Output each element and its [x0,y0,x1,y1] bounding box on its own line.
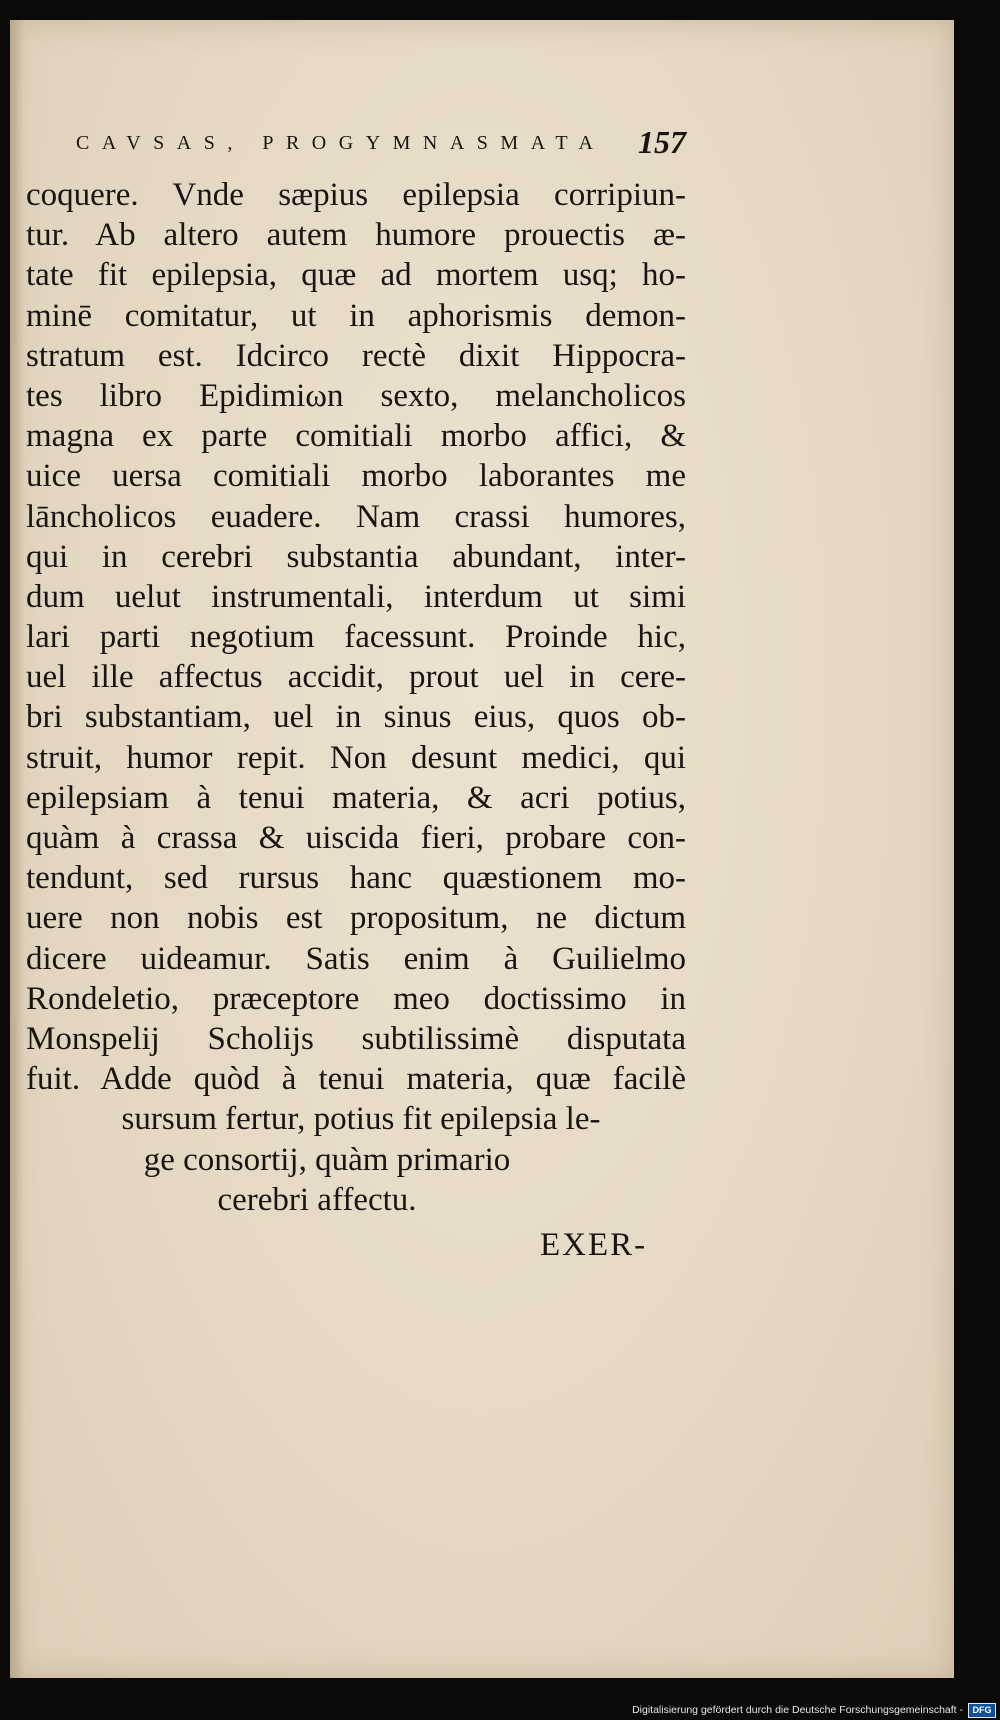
text-line: Monspelij Scholijs subtilissimè disputata [26,1020,686,1057]
text-line: coquere. Vnde sæpius epilepsia corripiun- [26,177,686,213]
text-line: bri substantiam, uel in sinus eius, quos ob- [26,699,686,736]
text-line: tur. Ab altero autem humore prouectis æ- [26,217,686,254]
catchword: EXER- [540,1227,648,1263]
page-header [64,124,688,168]
text-line: cerebri affectu. [217,1181,417,1218]
text-line: magna ex parte comitiali morbo affici, & [26,418,686,455]
body-text [26,175,686,1220]
page-number: 157 [638,124,686,160]
text-line: epilepsiam à tenui materia, & acri potius, [26,779,686,816]
text-line: qui in cerebri substantia abundant, inter- [26,538,686,575]
text-line: lāncholicos euadere. Nam crassi humores, [26,498,686,535]
text-line: lari parti negotium facessunt. Proinde hic, [26,619,686,656]
dfg-logo: DFG [968,1703,996,1718]
text-line: minē comitatur, ut in aphorismis demon- [26,297,686,334]
text-line: uel ille affectus accidit, prout uel in cere- [26,659,686,696]
text-line: tate fit epilepsia, quæ ad mortem usq; ho- [26,257,686,294]
page-spine-shadow [10,20,24,1678]
text-line: uice uersa comitiali morbo laborantes me [26,458,686,495]
text-line: Rondeletio, præceptore meo doctissimo in [26,980,686,1017]
text-line: tendunt, sed rursus hanc quæstionem mo- [26,860,686,897]
text-line: struit, humor repit. Non desunt medici, qui [26,739,686,776]
text-line: ge consortij, quàm primario [143,1141,511,1178]
running-head: CAVSAS, PROGYMNASMATA [76,132,606,154]
text-line: sursum fertur, potius fit epilepsia le- [121,1101,601,1138]
text-line: uere non nobis est propositum, ne dictum [26,900,686,937]
digitization-credit [632,1702,996,1718]
text-line: tes libro Epidimiωn sexto, melancholicos [26,377,686,414]
text-line: dum uelut instrumentali, interdum ut simi [26,578,686,615]
text-line: quàm à crassa & uiscida fieri, probare con- [26,820,686,856]
credit-text: Digitalisierung gefördert durch die Deutsche Forschungsgemeinschaft - [632,1704,963,1716]
book-page [10,20,954,1678]
text-line: dicere uideamur. Satis enim à Guilielmo [26,940,686,977]
text-line: stratum est. Idcirco rectè dixit Hippocra- [26,337,686,374]
text-line: fuit. Adde quòd à tenui materia, quæ facilè [26,1061,686,1098]
